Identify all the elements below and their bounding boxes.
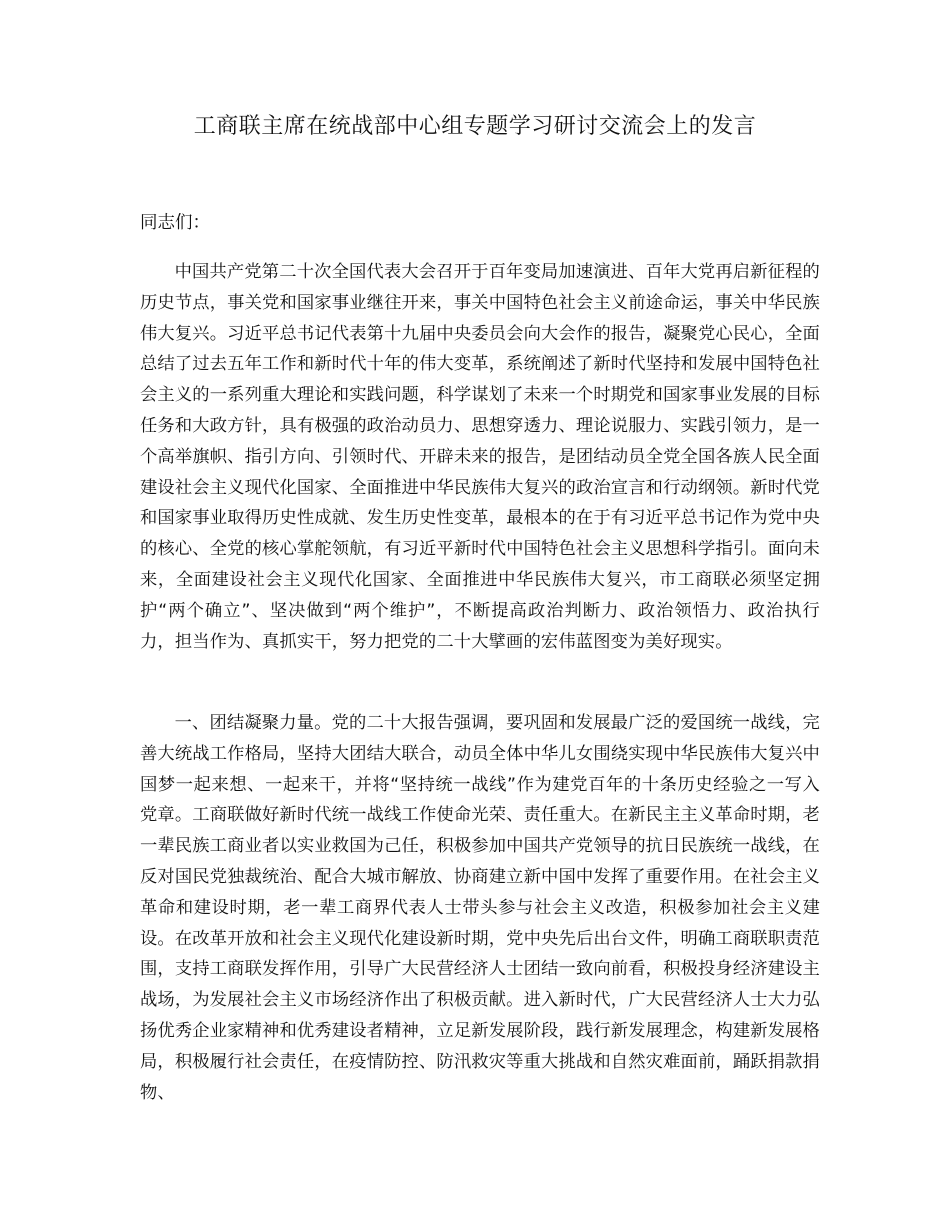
paragraph-intro: 中国共产党第二十次全国代表大会召开于百年变局加速演进、百年大党再启新征程的历史节点，事关党和国家事业继往开来，事关中国特色社会主义前途命运，事关中华民族伟大复兴。习近平总书记代表第十九届中央委员会向大会作的报告，凝聚党心民心，全面总结了过去五年工作和新时代十年的伟大变革，系统阐述了新时代坚持和发展中国特色社会主义的一系列重大理论和实践问题，科学谋划了未来一个时期党和国家事业发展的目标任务和大政方针，具有极强的政治动员力、思想穿透力、理论说服力、实践引领力，是一个高举旗帜、指引方向、引领时代、开辟未来的报告，是团结动员全党全国各族人民全面建设社会主义现代化国家、全面推进中华民族伟大复兴的政治宣言和行动纲领。新时代党和国家事业取得历史性成就、发生历史性变革，最根本的在于有习近平总书记作为党中央的核心、全党的核心掌舵领航，有习近平新时代中国特色社会主义思想科学指引。面向未来，全面建设社会主义现代化国家、全面推进中华民族伟大复兴，市工商联必须坚定拥护“两个确立”、坚决做到“两个维护”，不断提高政治判断力、政治领悟力、政治执行力，担当作为、真抓实干，努力把党的二十大擘画的宏伟蓝图变为美好现实。 [140,262,820,652]
paragraph-section-one: 一、团结凝聚力量。党的二十大报告强调，要巩固和发展最广泛的爱国统一战线，完善大统战工作格局，坚持大团结大联合，动员全体中华儿女围绕实现中华民族伟大复兴中国梦一起来想、一起来干，并将“坚持统一战线”作为建党百年的十条历史经验之一写入党章。工商联做好新时代统一战线工作使命光荣、责任重大。在新民主主义革命时期，老一辈民族工商业者以实业救国为己任，积极参加中国共产党领导的抗日民族统一战线，在反对国民党独裁统治、配合大城市解放、协商建立新中国中发挥了重要作用。在社会主义革命和建设时期，老一辈工商界代表人士带头参与社会主义改造，积极参加社会主义建设。在改革开放和社会主义现代化建设新时期，党中央先后出台文件，明确工商联职责范围，支持工商联发挥作用，引导广大民营经济人士团结一致向前看，积极投身经济建设主战场，为发展社会主义市场经济作出了积极贡献。进入新时代，广大民营经济人士大力弘扬优秀企业家精神和优秀建设者精神，立足新发展阶段，践行新发展理念，构建新发展格局，积极履行社会责任，在疫情防控、防汛救灾等重大挑战和自然灾难面前，踊跃捐款捐物、 [140,713,820,1103]
salutation: 同志们： [140,213,210,233]
document-title: 工商联主席在统战部中心组专题学习研讨交流会上的发言 [193,114,757,139]
